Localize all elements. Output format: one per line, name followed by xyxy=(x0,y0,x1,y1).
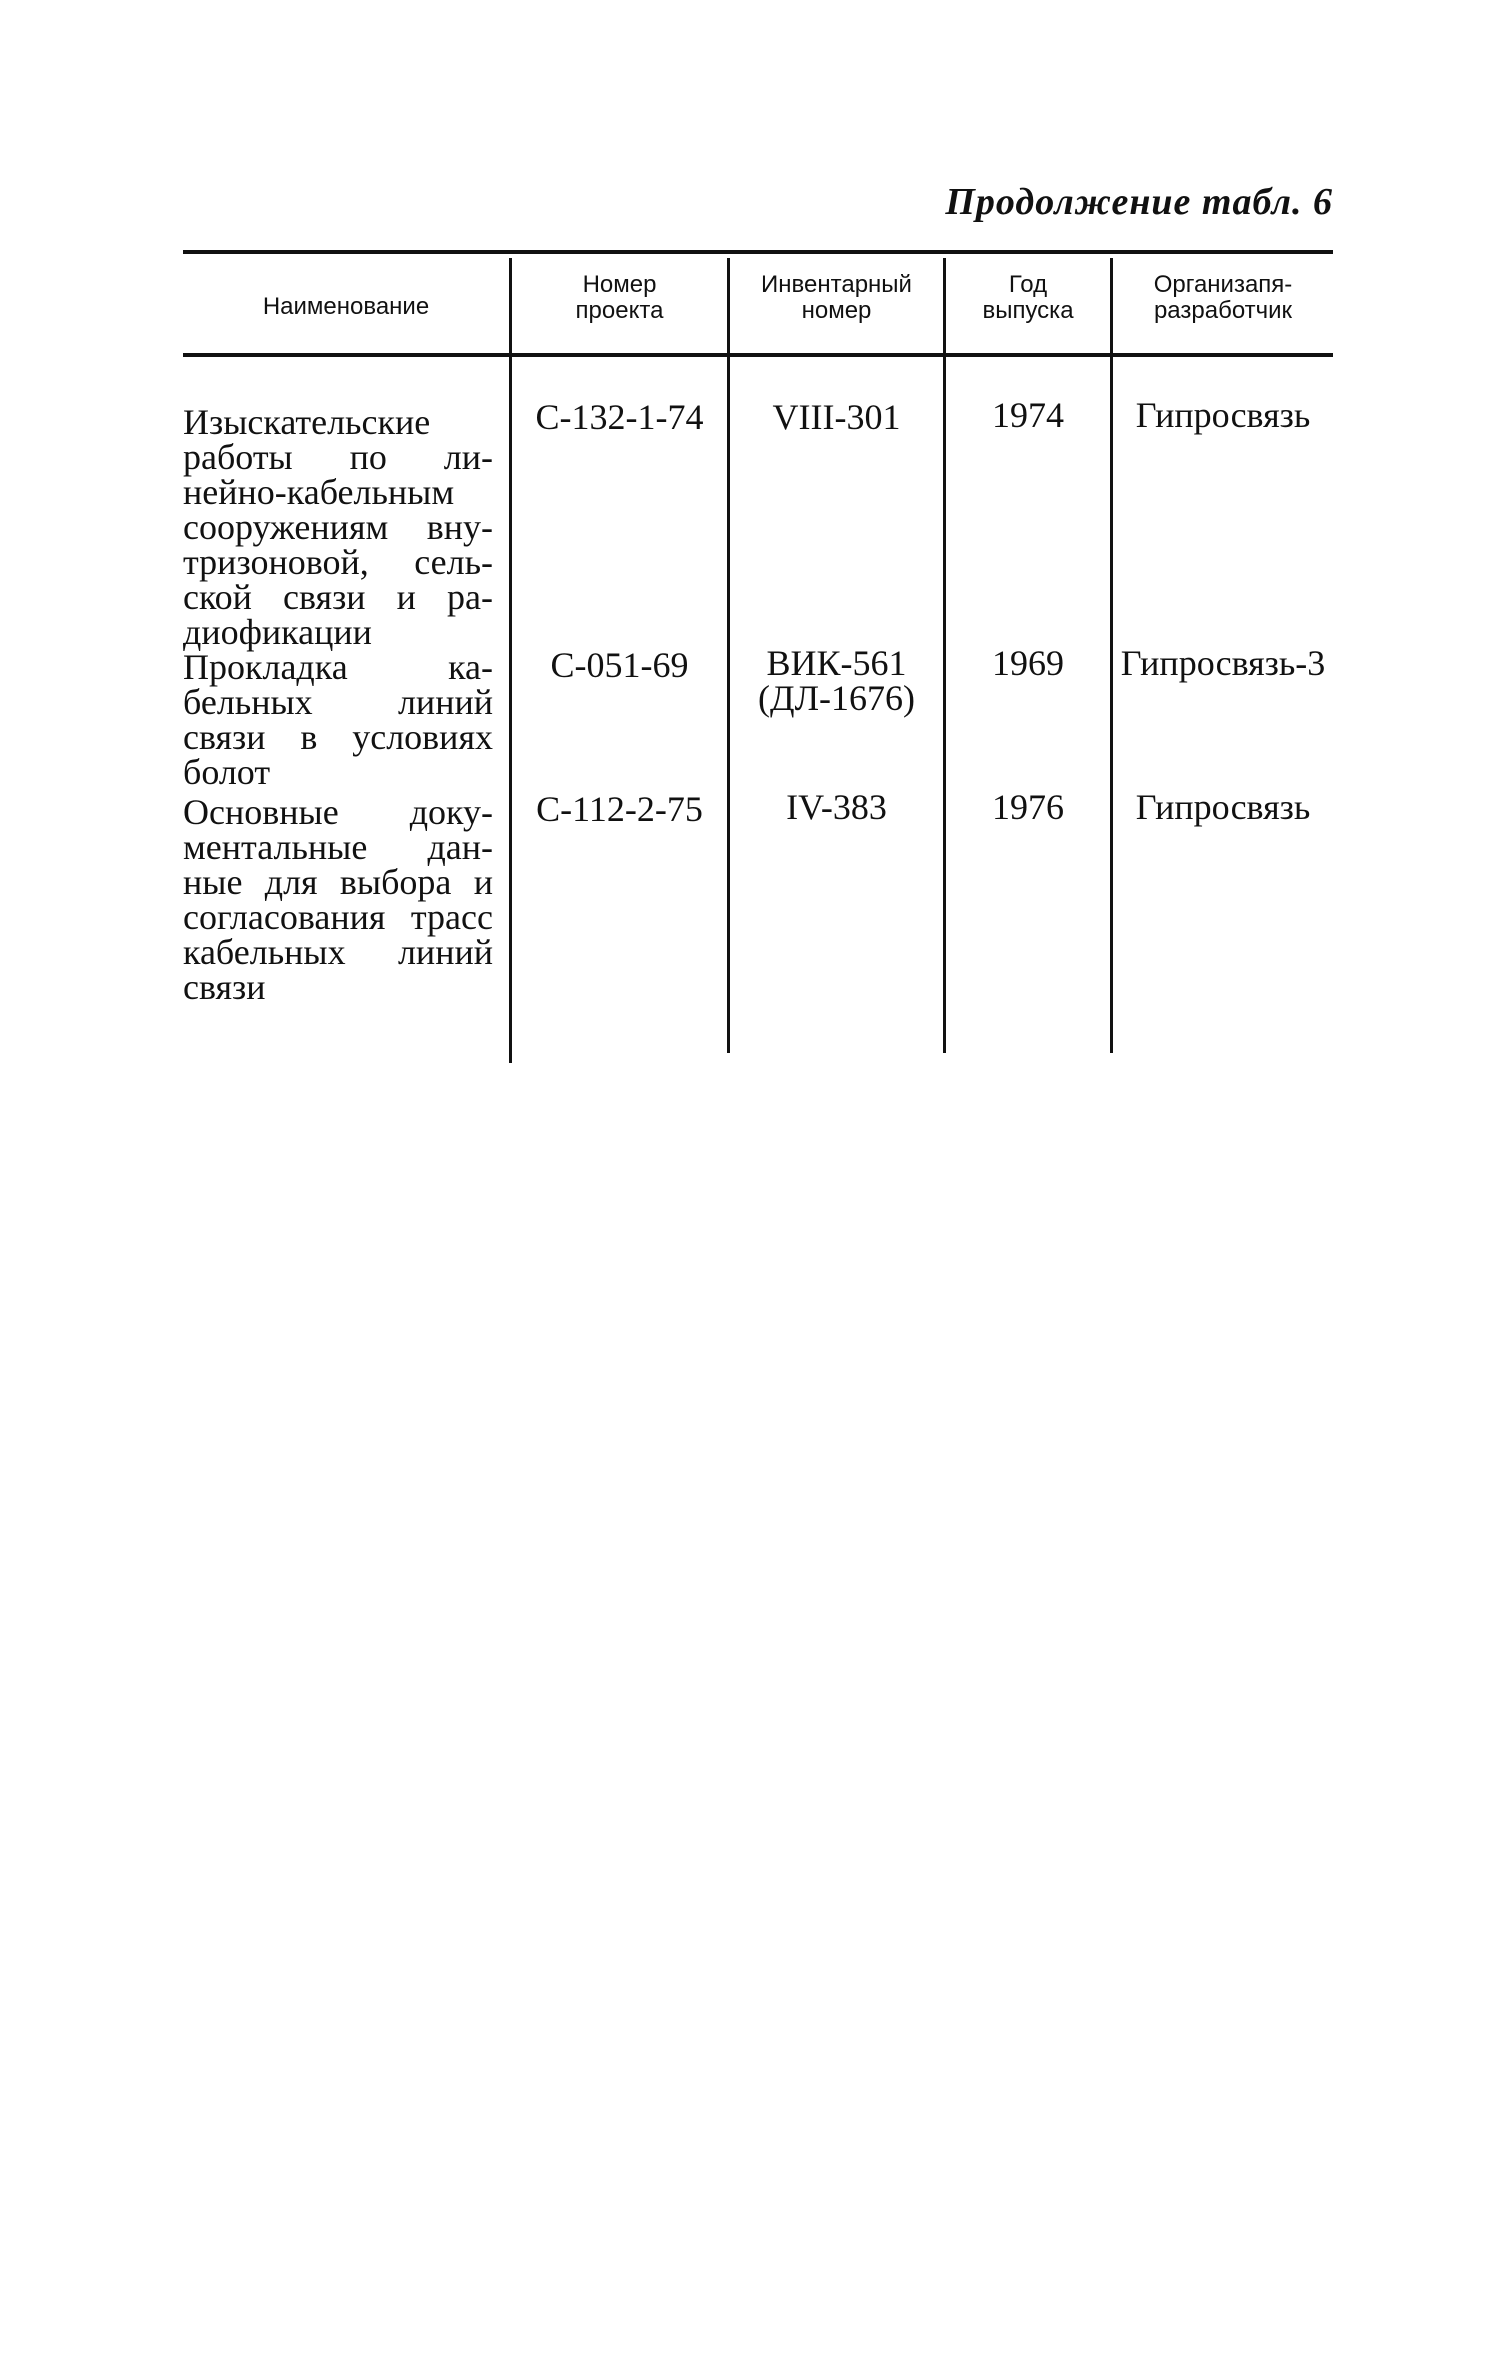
header-inventory-line2: номер xyxy=(801,297,872,324)
row-1-year: 1974 xyxy=(992,395,1064,435)
table-top-rule xyxy=(183,250,1333,254)
row-2-inventory-line2: (ДЛ-1676) xyxy=(758,678,915,718)
header-project-no xyxy=(512,272,727,324)
row-1-project: С-132-1-74 xyxy=(535,397,704,437)
row-3-name: Основные доку-ментальные дан-ные для выбора и согласования трасс кабельных линий связи xyxy=(183,792,493,1007)
header-year-line1: Год xyxy=(1008,271,1048,298)
row-1-name: Изыскательские работы по ли-нейно-кабельным сооружениям вну-тризоновой, сель-ской связи и ра-диофикации xyxy=(183,402,493,652)
row-2-year: 1969 xyxy=(992,643,1064,683)
row-1-organization: Гипросвязь xyxy=(1135,395,1311,435)
header-inventory xyxy=(730,272,943,324)
header-name xyxy=(183,294,509,320)
row-2-name: Прокладка ка-бельных линий связи в условиях болот xyxy=(183,647,493,792)
header-name-label: Наименование xyxy=(262,293,430,320)
continuation-title: Продолжение табл. 6 xyxy=(945,181,1333,223)
header-organization-line2: разработчик xyxy=(1153,297,1293,324)
header-organization-line1: Организапя- xyxy=(1153,271,1293,298)
header-bottom-rule xyxy=(183,353,1333,357)
header-project-no-line2: проекта xyxy=(575,297,664,324)
row-3-project: С-112-2-75 xyxy=(536,789,703,829)
row-1-inventory xyxy=(730,397,943,437)
row-3-year: 1976 xyxy=(992,787,1064,827)
row-3-inventory-line1: IV-383 xyxy=(786,787,887,827)
header-year xyxy=(946,272,1110,324)
row-1-inventory-line1: VIII-301 xyxy=(772,397,901,437)
header-year-line2: выпуска xyxy=(982,297,1074,324)
row-3-organization: Гипросвязь xyxy=(1135,787,1311,827)
row-3-inventory xyxy=(730,787,943,827)
header-organization xyxy=(1113,272,1333,324)
row-2-inventory xyxy=(730,643,943,718)
header-inventory-line1: Инвентарный xyxy=(761,271,912,298)
row-2-organization: Гипросвязь-3 xyxy=(1120,643,1326,683)
row-2-project: С-051-69 xyxy=(550,645,689,685)
header-project-no-line1: Номер xyxy=(582,271,657,298)
row-2-inventory-line1: ВИК-561 xyxy=(766,643,907,683)
